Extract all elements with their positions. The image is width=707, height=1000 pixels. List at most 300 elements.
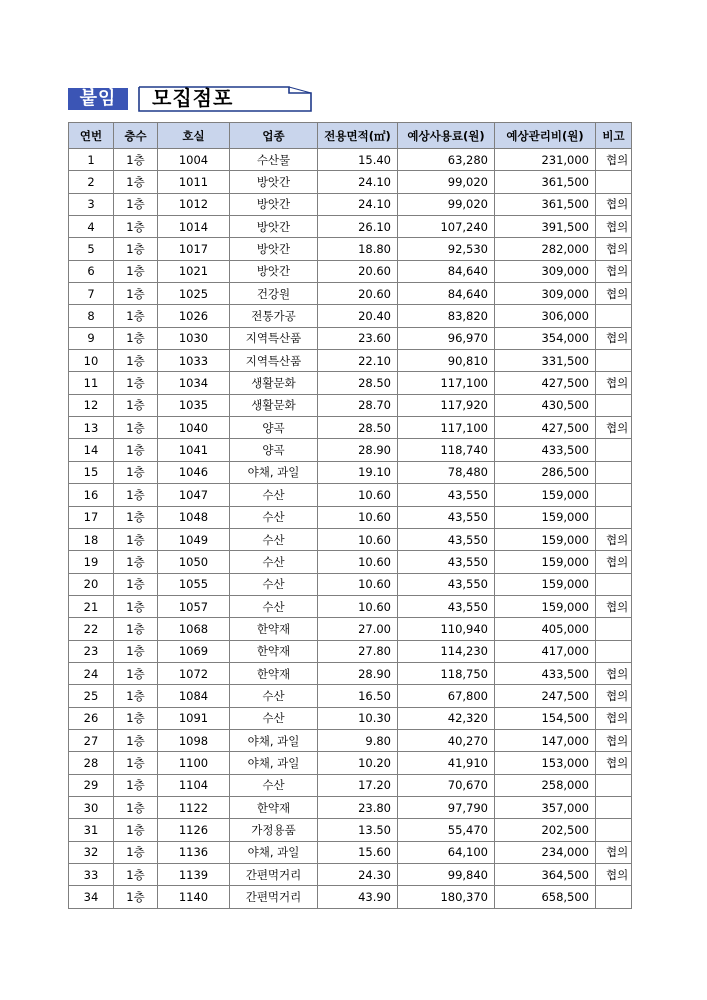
cell-room: 1050 [158, 551, 230, 573]
cell-rent: 43,550 [398, 573, 495, 595]
cell-note [596, 171, 632, 193]
cell-mgmt-fee: 417,000 [495, 640, 596, 662]
col-header-no: 연번 [69, 123, 114, 149]
cell-business: 간편먹거리 [230, 864, 318, 886]
cell-note [596, 484, 632, 506]
col-header-rent: 예상사용료(원) [398, 123, 495, 149]
cell-room: 1139 [158, 864, 230, 886]
cell-area: 43.90 [318, 886, 398, 908]
cell-mgmt-fee: 391,500 [495, 216, 596, 238]
cell-mgmt-fee: 154,500 [495, 707, 596, 729]
cell-business: 방앗간 [230, 260, 318, 282]
cell-room: 1014 [158, 216, 230, 238]
table-row [69, 819, 632, 841]
cell-area: 10.60 [318, 573, 398, 595]
cell-area: 10.60 [318, 484, 398, 506]
cell-area: 28.90 [318, 662, 398, 684]
cell-area: 10.20 [318, 752, 398, 774]
cell-no: 12 [69, 394, 114, 416]
cell-no: 3 [69, 193, 114, 215]
store-recruitment-table [68, 122, 632, 909]
cell-no: 17 [69, 506, 114, 528]
cell-note: 협의 [596, 238, 632, 260]
cell-mgmt-fee: 231,000 [495, 149, 596, 171]
table-row [69, 506, 632, 528]
cell-business: 야채, 과일 [230, 841, 318, 863]
cell-note [596, 350, 632, 372]
cell-rent: 43,550 [398, 595, 495, 617]
cell-no: 16 [69, 484, 114, 506]
cell-business: 건강원 [230, 283, 318, 305]
col-header-business: 업종 [230, 123, 318, 149]
table-row [69, 305, 632, 327]
col-header-floor: 층수 [114, 123, 158, 149]
cell-no: 27 [69, 729, 114, 751]
cell-mgmt-fee: 159,000 [495, 551, 596, 573]
cell-no: 23 [69, 640, 114, 662]
cell-room: 1030 [158, 327, 230, 349]
cell-mgmt-fee: 258,000 [495, 774, 596, 796]
cell-business: 수산 [230, 506, 318, 528]
cell-no: 33 [69, 864, 114, 886]
cell-note: 협의 [596, 685, 632, 707]
cell-rent: 118,740 [398, 439, 495, 461]
cell-no: 15 [69, 461, 114, 483]
cell-no: 7 [69, 283, 114, 305]
cell-rent: 43,550 [398, 506, 495, 528]
table-row [69, 841, 632, 863]
cell-area: 20.60 [318, 260, 398, 282]
cell-floor: 1층 [114, 327, 158, 349]
cell-mgmt-fee: 306,000 [495, 305, 596, 327]
cell-floor: 1층 [114, 260, 158, 282]
cell-rent: 107,240 [398, 216, 495, 238]
cell-rent: 117,100 [398, 417, 495, 439]
cell-room: 1011 [158, 171, 230, 193]
cell-floor: 1층 [114, 685, 158, 707]
cell-note [596, 394, 632, 416]
cell-no: 26 [69, 707, 114, 729]
cell-business: 지역특산품 [230, 327, 318, 349]
col-header-note: 비고 [596, 123, 632, 149]
table-row [69, 595, 632, 617]
cell-floor: 1층 [114, 506, 158, 528]
col-header-mgmt-fee: 예상관리비(원) [495, 123, 596, 149]
cell-area: 28.90 [318, 439, 398, 461]
cell-business: 수산 [230, 484, 318, 506]
cell-note: 협의 [596, 417, 632, 439]
table-row [69, 439, 632, 461]
cell-area: 24.10 [318, 171, 398, 193]
cell-mgmt-fee: 286,500 [495, 461, 596, 483]
cell-room: 1025 [158, 283, 230, 305]
cell-no: 14 [69, 439, 114, 461]
cell-floor: 1층 [114, 283, 158, 305]
cell-mgmt-fee: 202,500 [495, 819, 596, 841]
cell-floor: 1층 [114, 528, 158, 550]
cell-room: 1104 [158, 774, 230, 796]
cell-rent: 84,640 [398, 260, 495, 282]
cell-mgmt-fee: 153,000 [495, 752, 596, 774]
cell-floor: 1층 [114, 417, 158, 439]
cell-note: 협의 [596, 729, 632, 751]
table-row [69, 640, 632, 662]
cell-note [596, 640, 632, 662]
cell-mgmt-fee: 247,500 [495, 685, 596, 707]
cell-no: 21 [69, 595, 114, 617]
cell-business: 방앗간 [230, 193, 318, 215]
page-title: 모집점포 [152, 86, 234, 110]
cell-no: 18 [69, 528, 114, 550]
cell-room: 1034 [158, 372, 230, 394]
cell-area: 15.40 [318, 149, 398, 171]
cell-mgmt-fee: 309,000 [495, 283, 596, 305]
cell-business: 수산 [230, 528, 318, 550]
cell-area: 10.60 [318, 595, 398, 617]
table-row [69, 886, 632, 908]
cell-note: 협의 [596, 752, 632, 774]
table-row [69, 149, 632, 171]
table-row [69, 372, 632, 394]
cell-rent: 92,530 [398, 238, 495, 260]
cell-rent: 67,800 [398, 685, 495, 707]
cell-note [596, 573, 632, 595]
cell-business: 한약재 [230, 662, 318, 684]
cell-business: 수산 [230, 685, 318, 707]
cell-floor: 1층 [114, 439, 158, 461]
table-row [69, 484, 632, 506]
cell-floor: 1층 [114, 149, 158, 171]
cell-floor: 1층 [114, 551, 158, 573]
cell-area: 28.70 [318, 394, 398, 416]
cell-rent: 42,320 [398, 707, 495, 729]
cell-note [596, 774, 632, 796]
cell-no: 30 [69, 796, 114, 818]
cell-area: 24.10 [318, 193, 398, 215]
cell-no: 8 [69, 305, 114, 327]
cell-mgmt-fee: 282,000 [495, 238, 596, 260]
title-box [138, 86, 312, 110]
cell-area: 23.60 [318, 327, 398, 349]
cell-rent: 78,480 [398, 461, 495, 483]
cell-floor: 1층 [114, 618, 158, 640]
cell-area: 28.50 [318, 372, 398, 394]
table-row [69, 551, 632, 573]
cell-room: 1055 [158, 573, 230, 595]
cell-floor: 1층 [114, 886, 158, 908]
cell-mgmt-fee: 427,500 [495, 372, 596, 394]
table-row [69, 573, 632, 595]
cell-room: 1091 [158, 707, 230, 729]
cell-floor: 1층 [114, 729, 158, 751]
table-row [69, 796, 632, 818]
cell-note: 협의 [596, 595, 632, 617]
cell-area: 19.10 [318, 461, 398, 483]
cell-floor: 1층 [114, 864, 158, 886]
cell-business: 양곡 [230, 417, 318, 439]
cell-area: 18.80 [318, 238, 398, 260]
cell-no: 25 [69, 685, 114, 707]
cell-rent: 110,940 [398, 618, 495, 640]
cell-room: 1098 [158, 729, 230, 751]
cell-business: 야채, 과일 [230, 729, 318, 751]
table-row [69, 417, 632, 439]
cell-no: 11 [69, 372, 114, 394]
table-row [69, 283, 632, 305]
cell-mgmt-fee: 658,500 [495, 886, 596, 908]
table-row [69, 774, 632, 796]
cell-floor: 1층 [114, 394, 158, 416]
cell-floor: 1층 [114, 372, 158, 394]
cell-area: 24.30 [318, 864, 398, 886]
cell-note [596, 461, 632, 483]
cell-business: 지역특산품 [230, 350, 318, 372]
cell-note: 협의 [596, 149, 632, 171]
cell-mgmt-fee: 354,000 [495, 327, 596, 349]
cell-floor: 1층 [114, 350, 158, 372]
col-header-room: 호실 [158, 123, 230, 149]
cell-floor: 1층 [114, 841, 158, 863]
cell-floor: 1층 [114, 305, 158, 327]
cell-area: 9.80 [318, 729, 398, 751]
cell-floor: 1층 [114, 484, 158, 506]
cell-area: 27.00 [318, 618, 398, 640]
table-row [69, 193, 632, 215]
cell-floor: 1층 [114, 774, 158, 796]
cell-mgmt-fee: 331,500 [495, 350, 596, 372]
cell-room: 1122 [158, 796, 230, 818]
cell-room: 1033 [158, 350, 230, 372]
cell-note: 협의 [596, 283, 632, 305]
cell-note: 협의 [596, 864, 632, 886]
cell-no: 9 [69, 327, 114, 349]
cell-room: 1069 [158, 640, 230, 662]
cell-area: 10.30 [318, 707, 398, 729]
cell-room: 1068 [158, 618, 230, 640]
cell-area: 28.50 [318, 417, 398, 439]
cell-note [596, 796, 632, 818]
cell-room: 1140 [158, 886, 230, 908]
cell-no: 34 [69, 886, 114, 908]
cell-floor: 1층 [114, 461, 158, 483]
cell-floor: 1층 [114, 595, 158, 617]
cell-no: 32 [69, 841, 114, 863]
table-row [69, 461, 632, 483]
cell-room: 1035 [158, 394, 230, 416]
cell-note [596, 886, 632, 908]
cell-rent: 99,020 [398, 193, 495, 215]
col-header-area: 전용면적(㎡) [318, 123, 398, 149]
cell-no: 6 [69, 260, 114, 282]
table-row [69, 260, 632, 282]
cell-business: 가정용품 [230, 819, 318, 841]
cell-rent: 83,820 [398, 305, 495, 327]
table-row [69, 327, 632, 349]
cell-floor: 1층 [114, 707, 158, 729]
table-row [69, 171, 632, 193]
cell-rent: 118,750 [398, 662, 495, 684]
cell-floor: 1층 [114, 171, 158, 193]
cell-no: 1 [69, 149, 114, 171]
cell-floor: 1층 [114, 819, 158, 841]
cell-floor: 1층 [114, 573, 158, 595]
table-row [69, 528, 632, 550]
cell-mgmt-fee: 364,500 [495, 864, 596, 886]
cell-rent: 180,370 [398, 886, 495, 908]
cell-note: 협의 [596, 551, 632, 573]
cell-mgmt-fee: 234,000 [495, 841, 596, 863]
cell-mgmt-fee: 159,000 [495, 573, 596, 595]
cell-rent: 41,910 [398, 752, 495, 774]
cell-note: 협의 [596, 260, 632, 282]
cell-area: 20.60 [318, 283, 398, 305]
attachment-tag: 붙임 [68, 88, 128, 110]
cell-business: 생활문화 [230, 394, 318, 416]
cell-note [596, 819, 632, 841]
cell-room: 1047 [158, 484, 230, 506]
cell-business: 전통가공 [230, 305, 318, 327]
cell-business: 한약재 [230, 640, 318, 662]
cell-rent: 117,100 [398, 372, 495, 394]
cell-business: 생활문화 [230, 372, 318, 394]
cell-note: 협의 [596, 707, 632, 729]
cell-floor: 1층 [114, 193, 158, 215]
cell-rent: 64,100 [398, 841, 495, 863]
cell-business: 야채, 과일 [230, 461, 318, 483]
cell-mgmt-fee: 433,500 [495, 662, 596, 684]
table-row [69, 662, 632, 684]
cell-area: 22.10 [318, 350, 398, 372]
cell-note: 협의 [596, 193, 632, 215]
cell-mgmt-fee: 357,000 [495, 796, 596, 818]
cell-no: 4 [69, 216, 114, 238]
cell-no: 20 [69, 573, 114, 595]
cell-business: 간편먹거리 [230, 886, 318, 908]
cell-area: 16.50 [318, 685, 398, 707]
cell-mgmt-fee: 433,500 [495, 439, 596, 461]
cell-rent: 43,550 [398, 528, 495, 550]
cell-room: 1084 [158, 685, 230, 707]
cell-room: 1048 [158, 506, 230, 528]
cell-area: 27.80 [318, 640, 398, 662]
cell-mgmt-fee: 405,000 [495, 618, 596, 640]
cell-business: 수산물 [230, 149, 318, 171]
cell-business: 수산 [230, 595, 318, 617]
table-row [69, 394, 632, 416]
cell-note: 협의 [596, 841, 632, 863]
cell-floor: 1층 [114, 662, 158, 684]
cell-mgmt-fee: 361,500 [495, 193, 596, 215]
cell-mgmt-fee: 159,000 [495, 595, 596, 617]
cell-floor: 1층 [114, 216, 158, 238]
cell-room: 1041 [158, 439, 230, 461]
cell-floor: 1층 [114, 238, 158, 260]
cell-mgmt-fee: 159,000 [495, 528, 596, 550]
cell-rent: 96,970 [398, 327, 495, 349]
cell-business: 방앗간 [230, 216, 318, 238]
cell-area: 10.60 [318, 528, 398, 550]
cell-mgmt-fee: 427,500 [495, 417, 596, 439]
cell-room: 1046 [158, 461, 230, 483]
cell-rent: 55,470 [398, 819, 495, 841]
cell-note: 협의 [596, 372, 632, 394]
cell-business: 양곡 [230, 439, 318, 461]
cell-mgmt-fee: 147,000 [495, 729, 596, 751]
cell-note [596, 439, 632, 461]
cell-rent: 117,920 [398, 394, 495, 416]
table-row [69, 752, 632, 774]
cell-room: 1057 [158, 595, 230, 617]
cell-rent: 43,550 [398, 484, 495, 506]
cell-no: 24 [69, 662, 114, 684]
cell-room: 1136 [158, 841, 230, 863]
cell-rent: 99,020 [398, 171, 495, 193]
cell-area: 10.60 [318, 506, 398, 528]
cell-business: 한약재 [230, 796, 318, 818]
cell-area: 23.80 [318, 796, 398, 818]
cell-no: 5 [69, 238, 114, 260]
cell-room: 1021 [158, 260, 230, 282]
cell-no: 31 [69, 819, 114, 841]
cell-room: 1049 [158, 528, 230, 550]
cell-rent: 90,810 [398, 350, 495, 372]
table-header-row [69, 123, 632, 149]
cell-business: 방앗간 [230, 171, 318, 193]
cell-room: 1072 [158, 662, 230, 684]
cell-note: 협의 [596, 528, 632, 550]
cell-note [596, 305, 632, 327]
table-row [69, 238, 632, 260]
cell-rent: 84,640 [398, 283, 495, 305]
cell-no: 2 [69, 171, 114, 193]
cell-mgmt-fee: 159,000 [495, 484, 596, 506]
cell-business: 수산 [230, 551, 318, 573]
cell-no: 13 [69, 417, 114, 439]
cell-no: 19 [69, 551, 114, 573]
cell-rent: 63,280 [398, 149, 495, 171]
table-row [69, 618, 632, 640]
table-row [69, 685, 632, 707]
cell-note [596, 506, 632, 528]
cell-mgmt-fee: 430,500 [495, 394, 596, 416]
cell-rent: 40,270 [398, 729, 495, 751]
cell-business: 야채, 과일 [230, 752, 318, 774]
cell-no: 10 [69, 350, 114, 372]
cell-area: 20.40 [318, 305, 398, 327]
section-header [68, 86, 318, 112]
cell-room: 1126 [158, 819, 230, 841]
cell-rent: 43,550 [398, 551, 495, 573]
cell-room: 1004 [158, 149, 230, 171]
cell-room: 1017 [158, 238, 230, 260]
cell-area: 26.10 [318, 216, 398, 238]
cell-rent: 114,230 [398, 640, 495, 662]
table-row [69, 350, 632, 372]
table-row [69, 864, 632, 886]
cell-no: 28 [69, 752, 114, 774]
cell-note: 협의 [596, 216, 632, 238]
cell-note: 협의 [596, 327, 632, 349]
table-row [69, 707, 632, 729]
cell-rent: 97,790 [398, 796, 495, 818]
cell-floor: 1층 [114, 796, 158, 818]
cell-area: 15.60 [318, 841, 398, 863]
cell-rent: 70,670 [398, 774, 495, 796]
cell-mgmt-fee: 159,000 [495, 506, 596, 528]
cell-no: 22 [69, 618, 114, 640]
cell-no: 29 [69, 774, 114, 796]
cell-floor: 1층 [114, 752, 158, 774]
